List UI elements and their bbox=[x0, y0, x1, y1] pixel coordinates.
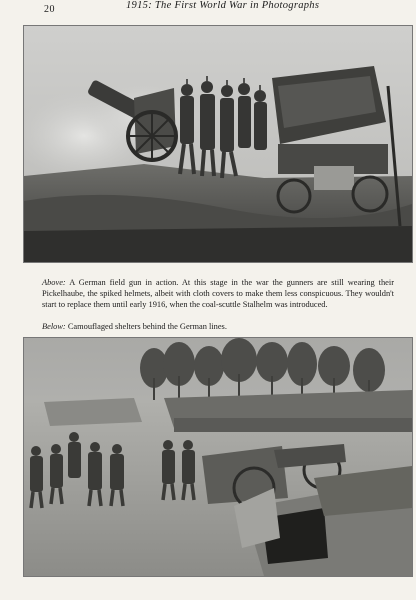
caption-below-text: Camouflaged shelters behind the German lines. bbox=[65, 322, 227, 332]
photo-camouflaged-shelters bbox=[23, 337, 413, 577]
caption-below bbox=[42, 321, 394, 332]
shelters-photograph bbox=[24, 338, 412, 576]
caption-above-lead: Above: bbox=[42, 278, 66, 288]
caption-above-text: A German field gun in action. At this stage in the war the gunners are still wearing their Pickelhaube, the spiked helmets, albeit with cloth covers to make them less conspicuous. They wouldn't start to replace them until early 1916, when the coal-scuttle Stalhelm was introduced. bbox=[42, 278, 394, 310]
field-gun-photograph bbox=[24, 26, 412, 262]
caption-below-lead: Below: bbox=[42, 322, 66, 332]
running-title: 1915: The First World War in Photographs bbox=[126, 0, 320, 11]
running-head bbox=[0, 0, 416, 20]
page-number: 20 bbox=[44, 4, 55, 15]
caption-above bbox=[42, 277, 394, 310]
photo-field-gun bbox=[23, 25, 413, 263]
